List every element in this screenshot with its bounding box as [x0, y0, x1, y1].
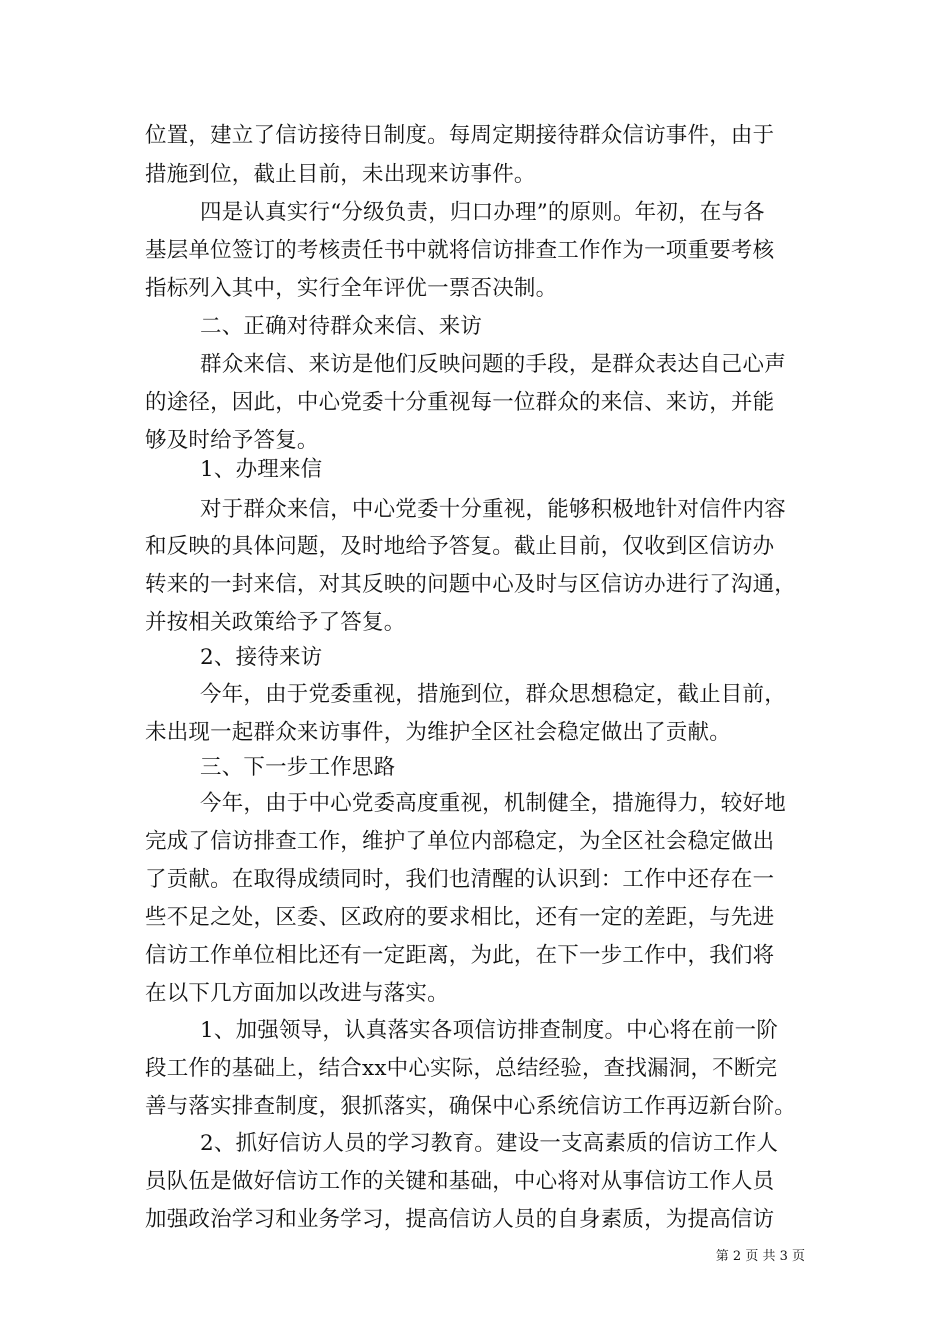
text-line: 善与落实排查制度，狠抓落实，确保中心系统信访工作再迈新台阶。 — [145, 1094, 797, 1119]
text-line: 在以下几方面加以改进与落实。 — [145, 981, 449, 1006]
text-line: 1、加强领导，认真落实各项信访排查制度。中心将在前一阶 — [200, 1018, 779, 1043]
text-line: 未出现一起群众来访事件，为维护全区社会稳定做出了贡献。 — [145, 720, 731, 745]
text-line: 和反映的具体问题，及时地给予答复。截止目前，仅收到区信访办 — [145, 534, 775, 559]
text-line: 2、抓好信访人员的学习教育。建设一支高素质的信访工作人 — [200, 1131, 779, 1156]
section-heading: 三、下一步工作思路 — [200, 755, 396, 780]
text-line: 并按相关政策给予了答复。 — [145, 610, 406, 635]
text-line: 些不足之处，区委、区政府的要求相比，还有一定的差距，与先进 — [145, 905, 775, 930]
text-line: 信访工作单位相比还有一定距离，为此，在下一步工作中，我们将 — [145, 943, 775, 968]
text-line: 四是认真实行“分级负责，归口办理”的原则。年初，在与各 — [200, 200, 765, 225]
subsection-heading: 1、办理来信 — [200, 457, 323, 482]
section-heading: 二、正确对待群众来信、来访 — [200, 314, 483, 339]
text-line: 群众来信、来访是他们反映问题的手段，是群众表达自己心声 — [200, 352, 786, 377]
text-line: 基层单位签订的考核责任书中就将信访排查工作作为一项重要考核 — [145, 238, 775, 263]
page-number: 第 2 页 共 3 页 — [715, 1249, 805, 1264]
text-line: 今年，由于党委重视，措施到位，群众思想稳定，截止目前， — [200, 682, 786, 707]
text-line: 完成了信访排查工作，维护了单位内部稳定，为全区社会稳定做出 — [145, 829, 775, 854]
text-line: 转来的一封来信，对其反映的问题中心及时与区信访办进行了沟通， — [145, 572, 797, 597]
text-line: 够及时给予答复。 — [145, 428, 319, 453]
text-line: 加强政治学习和业务学习，提高信访人员的自身素质，为提高信访 — [145, 1207, 775, 1232]
text-line: 指标列入其中，实行全年评优一票否决制。 — [145, 276, 558, 301]
text-line: 位置，建立了信访接待日制度。每周定期接待群众信访事件，由于 — [145, 123, 775, 148]
text-line: 对于群众来信，中心党委十分重视，能够积极地针对信件内容 — [200, 497, 786, 522]
text-line: 措施到位，截止目前，未出现来访事件。 — [145, 162, 536, 187]
subsection-heading: 2、接待来访 — [200, 645, 323, 670]
text-line: 员队伍是做好信访工作的关键和基础，中心将对从事信访工作人员 — [145, 1169, 775, 1194]
text-line: 今年，由于中心党委高度重视，机制健全，措施得力，较好地 — [200, 791, 786, 816]
text-line: 的途径，因此，中心党委十分重视每一位群众的来信、来访，并能 — [145, 390, 775, 415]
text-line: 段工作的基础上，结合xx中心实际，总结经验，查找漏洞，不断完 — [145, 1056, 778, 1081]
text-line: 了贡献。在取得成绩同时，我们也清醒的认识到：工作中还存在一 — [145, 867, 775, 892]
